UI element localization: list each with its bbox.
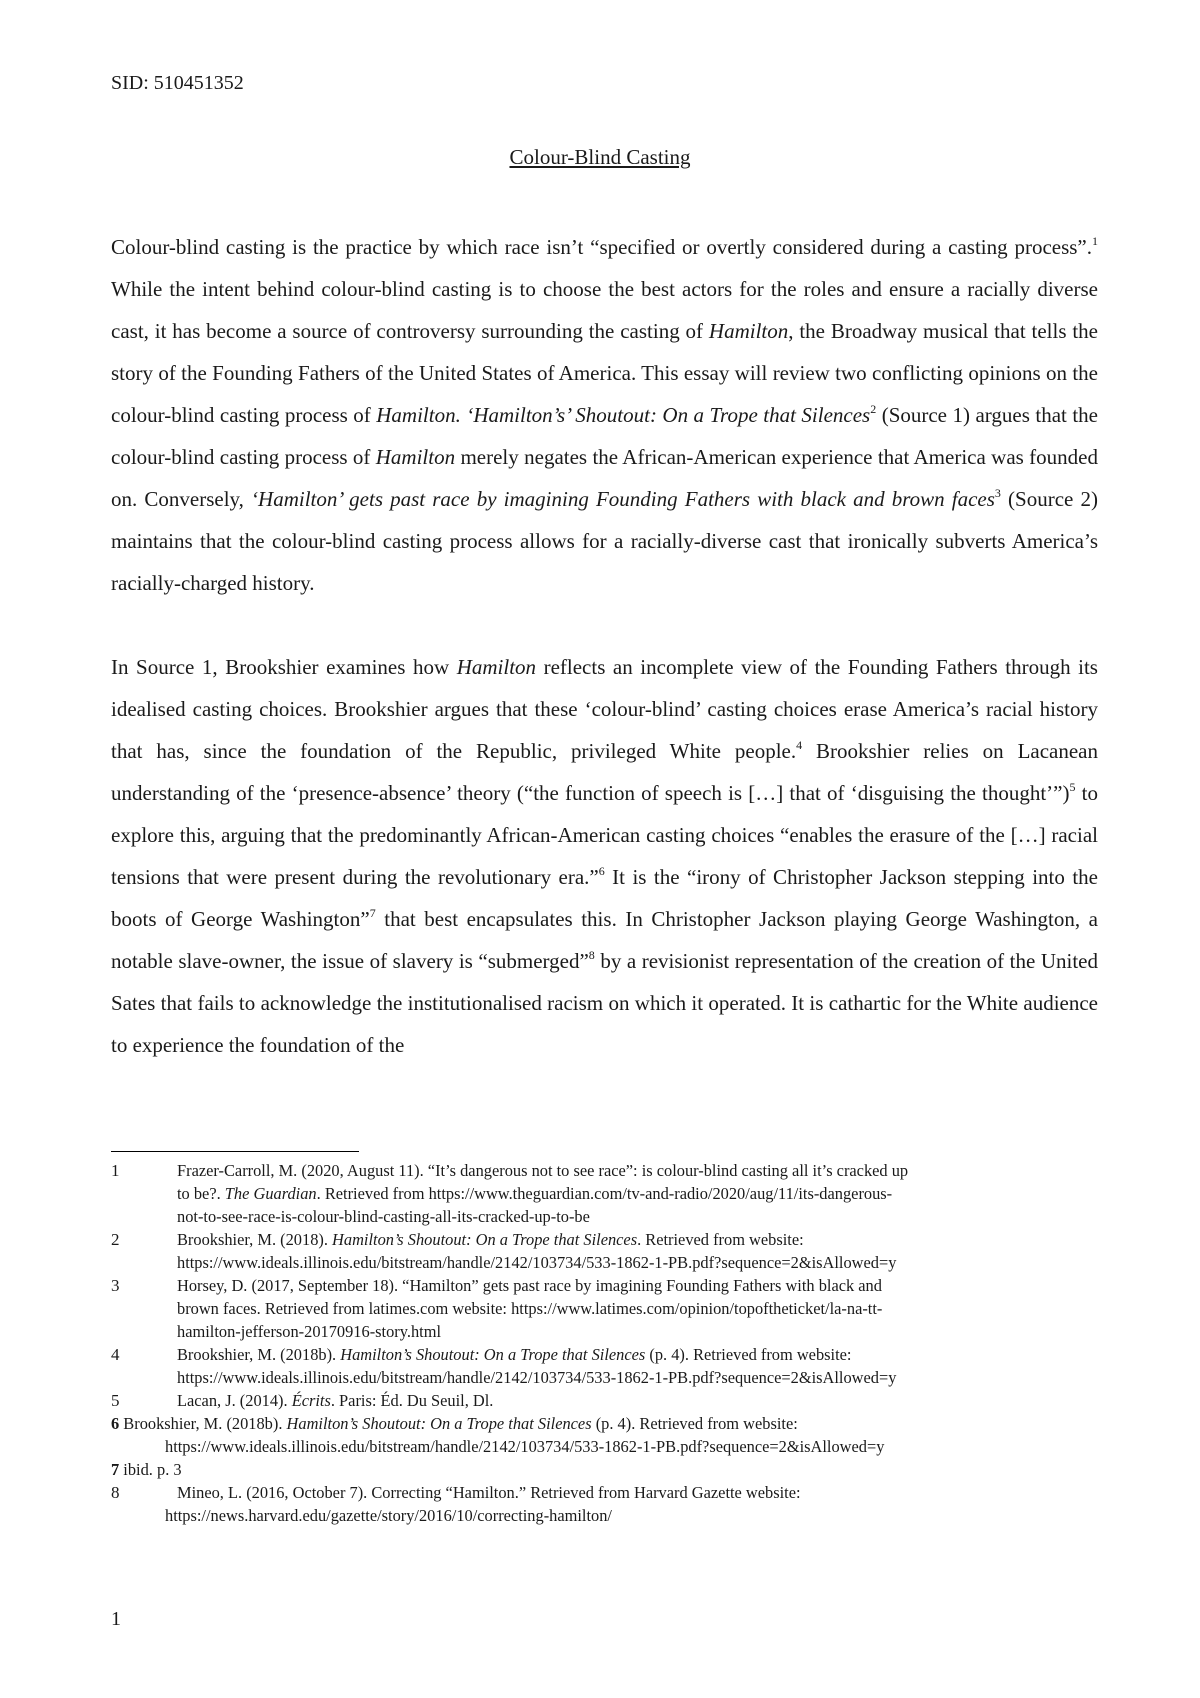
footnote-ref-6[interactable]: 6: [598, 864, 605, 878]
footnote-ref-8[interactable]: 8: [588, 948, 595, 962]
footnote-8: 8 Mineo, L. (2016, October 7). Correcting “Hamilton.” Retrieved from Harvard Gazette website: https://news.harvard.edu/gazette/story/2016/10/correcting-hamilton/: [111, 1481, 1101, 1527]
footnote-link[interactable]: . Retrieved from https://www.theguardian.com/tv-and-radio/2020/aug/11/its-dangerous-: [316, 1184, 893, 1203]
footnote-6: 6 Brookshier, M. (2018b). Hamilton’s Shoutout: On a Trope that Silences (p. 4). Retrieved from website: https://www.ideals.illinois.edu/bitstream/handle/2142/103734/533-1862-1-PB.pdf?sequence=2&isAllowed=y: [111, 1412, 1101, 1458]
essay-body: [111, 226, 1098, 1066]
source-1-title: ‘Hamilton’s’ Shoutout: On a Trope that Silences: [466, 403, 871, 427]
footnote-link[interactable]: https://www.ideals.illinois.edu/bitstream/handle/2142/103734/533-1862-1-PB.pdf?sequence=2&isAllowed=y: [165, 1437, 885, 1456]
footnote-4: 4 Brookshier, M. (2018b). Hamilton’s Shoutout: On a Trope that Silences (p. 4). Retrieved from website: https://www.ideals.illinois.edu/bitstream/handle/2142/103734/533-1862-1-PB.pdf?sequence=2&isAllowed=y: [111, 1343, 1101, 1389]
footnotes: [111, 1159, 1101, 1527]
footnote-ref-7[interactable]: 7: [369, 906, 376, 920]
footnote-link[interactable]: https://www.ideals.illinois.edu/bitstream/handle/2142/103734/533-1862-1-PB.pdf?sequence=2&isAllowed=y: [177, 1253, 897, 1272]
page-number: 1: [111, 1608, 121, 1630]
footnote-separator: [111, 1151, 359, 1152]
footnote-7: 7 ibid. p. 3: [111, 1460, 182, 1479]
footnote-5: 5 Lacan, J. (2014). Écrits. Paris: Éd. Du Seuil, Dl.: [111, 1391, 494, 1410]
footnote-link[interactable]: https://www.ideals.illinois.edu/bitstream/handle/2142/103734/533-1862-1-PB.pdf?sequence=2&isAllowed=y: [177, 1368, 897, 1387]
footnote-ref-5[interactable]: 5: [1069, 780, 1076, 794]
footnote-1: 1 Frazer-Carroll, M. (2020, August 11). “It’s dangerous not to see race”: is colour-blind casting all it’s cracked up to be?. The Guardian. Retrieved from https://www.theguardian.com/tv-and-radio/2020/aug/11/its-dangerous- not-to-see-race-is-colour-blind-casting-all-its-cracked-up-to-be: [111, 1159, 1101, 1228]
paragraph-2: In Source 1, Brookshier examines how Hamilton reflects an incomplete view of the Founding Fathers through its idealised casting choices. Brookshier argues that these ‘colour-blind’ casting choices erase America’s racial history that has, since the foundation of the Republic, privileged White people.$^4$ Brookshier relies on Lacanean understanding of the ‘presence-absence’ theory (“the function of speech is […] that of ‘disguising the thought’”)$^5$ to explore this, arguing that the predominantly African-American casting choices “enables the erasure of the […] racial tensions that were present during the revolutionary era.”$^6$ It is the “irony of Christopher Jackson stepping into the boots of George Washington”$^7$ that best encapsulates this. In Christopher Jackson playing George Washington, a notable slave-owner, the issue of slavery is “submerged”$^8$ by a revisionist representation of the creation of the United Sates that fails to acknowledge the institutionalised racism on which it operated. It is cathartic for the White audience to experience the foundation of the: [111, 655, 1099, 1057]
footnote-ref-3[interactable]: 3: [994, 486, 1001, 500]
essay-title: Colour-Blind Casting: [509, 145, 691, 169]
footnote-ref-1[interactable]: 1: [1092, 234, 1098, 248]
student-id: SID: 510451352: [111, 72, 244, 94]
footnote-ref-4[interactable]: 4: [796, 738, 803, 752]
source-2-title: ‘Hamilton’ gets past race by imagining Founding Fathers with black and brown faces: [251, 487, 995, 511]
footnote-3: 3 Horsey, D. (2017, September 18). “Hamilton” gets past race by imagining Founding Fathers with black and brown faces. Retrieved from latimes.com website: https://www.latimes.com/opinion/topoftheticket/la-na-tt- hamilton-jefferson-20170916-story.html: [111, 1274, 1101, 1343]
footnote-ref-2[interactable]: 2: [870, 402, 877, 416]
paragraph-1: Colour-blind casting is the practice by which race isn’t “specified or overtly considered during a casting process”.$^1$ While the intent behind colour-blind casting is to choose the best actors for the roles and ensure a racially diverse cast, it has become a source of controversy surrounding the casting of Hamilton, the Broadway musical that tells the story of the Founding Fathers of the United States of America. This essay will review two conflicting opinions on the colour-blind casting process of Hamilton. ‘Hamilton’s’ Shoutout: On a Trope that Silences$^2$ (Source 1) argues that the colour-blind casting process of Hamilton merely negates the African-American experience that America was founded on. Conversely, ‘Hamilton’ gets past race by imagining Founding Fathers with black and brown faces$^3$ (Source 2) maintains that the colour-blind casting process allows for a racially-diverse cast that ironically subverts America’s racially-charged history.: [111, 234, 1098, 595]
footnote-link[interactable]: not-to-see-race-is-colour-blind-casting-all-its-cracked-up-to-be: [177, 1207, 590, 1226]
footnote-link[interactable]: hamilton-jefferson-20170916-story.html: [177, 1322, 442, 1341]
footnote-2: 2 Brookshier, M. (2018). Hamilton’s Shoutout: On a Trope that Silences. Retrieved from website: https://www.ideals.illinois.edu/bitstream/handle/2142/103734/533-1862-1-PB.pdf?sequence=2&isAllowed=y: [111, 1228, 1101, 1274]
footnote-link[interactable]: brown faces. Retrieved from latimes.com website: https://www.latimes.com/opinion/topoftheticket/la-na-tt-: [177, 1299, 883, 1318]
footnote-link[interactable]: https://news.harvard.edu/gazette/story/2016/10/correcting-hamilton/: [165, 1506, 612, 1525]
